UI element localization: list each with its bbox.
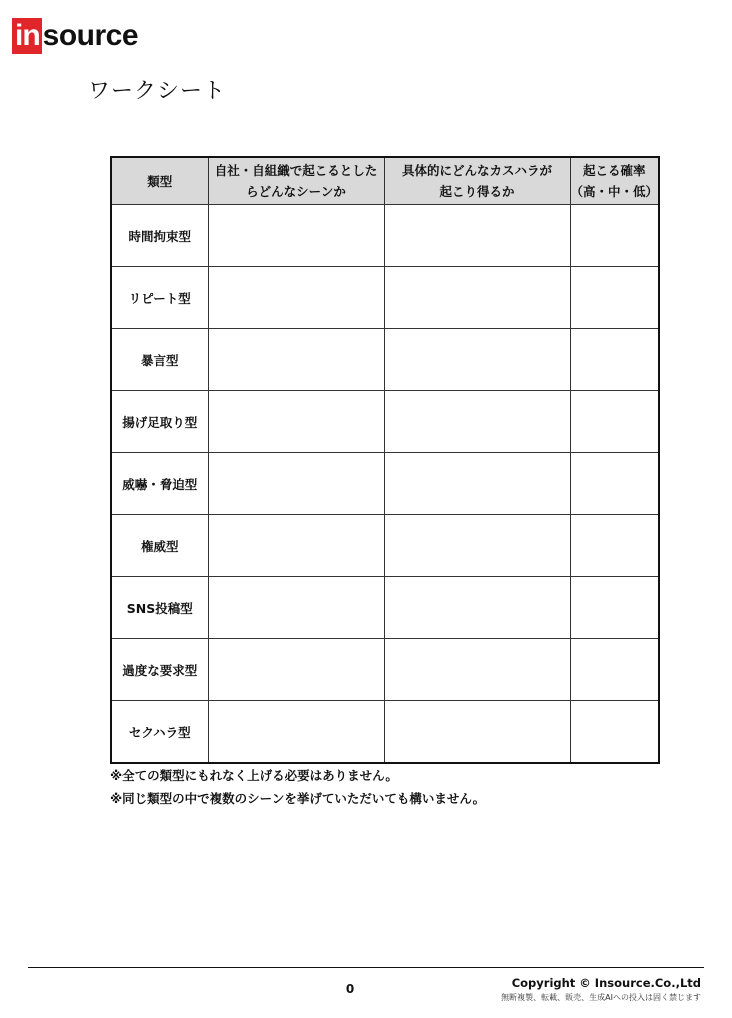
header-type (111, 157, 208, 205)
table-row (111, 391, 659, 453)
type-cell: リピート型 (111, 267, 208, 329)
scene-input-cell[interactable] (208, 639, 384, 701)
header-harassment-line-1: 具体的にどんなカスハラが (401, 163, 552, 178)
table-row (111, 577, 659, 639)
table-row (111, 453, 659, 515)
worksheet-table (110, 156, 660, 764)
header-scene (208, 157, 384, 205)
probability-input-cell[interactable] (570, 391, 659, 453)
harassment-input-cell[interactable] (384, 577, 570, 639)
harassment-input-cell[interactable] (384, 329, 570, 391)
probability-input-cell[interactable] (570, 701, 659, 764)
harassment-input-cell[interactable] (384, 701, 570, 764)
footer-divider (28, 967, 704, 968)
scene-input-cell[interactable] (208, 515, 384, 577)
scene-input-cell[interactable] (208, 267, 384, 329)
header-scene-line-1: 自社・自組織で起こるとした (214, 163, 378, 178)
harassment-input-cell[interactable] (384, 391, 570, 453)
scene-input-cell[interactable] (208, 205, 384, 267)
scene-input-cell[interactable] (208, 577, 384, 639)
harassment-input-cell[interactable] (384, 453, 570, 515)
probability-input-cell[interactable] (570, 515, 659, 577)
probability-input-cell[interactable] (570, 453, 659, 515)
table-row (111, 701, 659, 764)
logo-highlight: in (12, 18, 42, 54)
scene-input-cell[interactable] (208, 453, 384, 515)
copyright-notice: 無断複製、転載、販売、生成AIへの投入は固く禁じます (501, 993, 701, 1002)
header-probability-line-1: 起こる確率 (582, 163, 646, 178)
header-harassment (384, 157, 570, 205)
probability-input-cell[interactable] (570, 267, 659, 329)
table-row (111, 329, 659, 391)
scene-input-cell[interactable] (208, 391, 384, 453)
notes (110, 764, 485, 810)
table-row (111, 205, 659, 267)
logo-text: source (42, 19, 139, 52)
header-probability (570, 157, 659, 205)
harassment-input-cell[interactable] (384, 515, 570, 577)
page-title: ワークシート (88, 79, 227, 104)
harassment-input-cell[interactable] (384, 205, 570, 267)
type-cell: SNS投稿型 (111, 577, 208, 639)
type-cell: セクハラ型 (111, 701, 208, 764)
type-cell: 過度な要求型 (111, 639, 208, 701)
table-row (111, 267, 659, 329)
scene-input-cell[interactable] (208, 701, 384, 764)
type-cell: 時間拘束型 (111, 205, 208, 267)
copyright: Copyright © Insource.Co.,Ltd (511, 976, 701, 990)
type-cell: 暴言型 (111, 329, 208, 391)
harassment-input-cell[interactable] (384, 267, 570, 329)
header-scene-line-2: らどんなシーンか (246, 184, 346, 199)
company-logo (12, 18, 138, 54)
type-cell: 権威型 (111, 515, 208, 577)
probability-input-cell[interactable] (570, 577, 659, 639)
table-row (111, 515, 659, 577)
note-2: ※同じ類型の中で複数のシーンを挙げていただいても構いません。 (110, 791, 486, 806)
note-1: ※全ての類型にもれなく上げる必要はありません。 (110, 768, 398, 783)
table-row (111, 639, 659, 701)
scene-input-cell[interactable] (208, 329, 384, 391)
header-row (111, 157, 659, 205)
type-cell: 揚げ足取り型 (111, 391, 208, 453)
probability-input-cell[interactable] (570, 639, 659, 701)
header-type-line: 類型 (147, 173, 173, 189)
probability-input-cell[interactable] (570, 205, 659, 267)
page-number: 0 (345, 982, 355, 996)
type-cell: 威嚇・脅迫型 (111, 453, 208, 515)
harassment-input-cell[interactable] (384, 639, 570, 701)
probability-input-cell[interactable] (570, 329, 659, 391)
header-harassment-line-2: 起こり得るか (439, 184, 515, 199)
header-probability-line-2: （高・中・低） (570, 184, 659, 199)
